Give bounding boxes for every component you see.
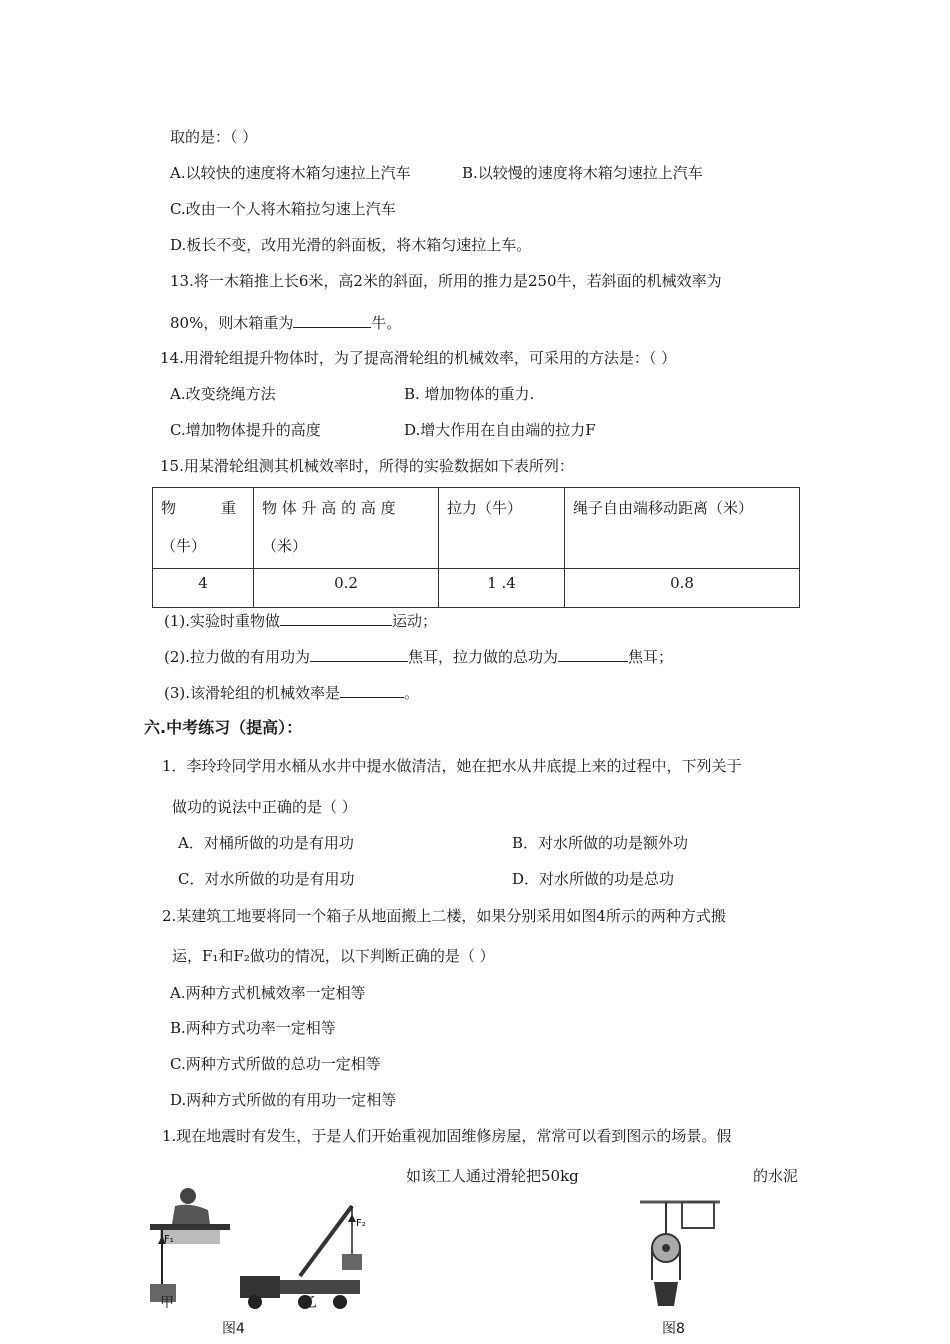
p1-option-b: B．对水所做的功是额外功	[512, 834, 689, 852]
figure-4-label-jia: 甲	[160, 1295, 174, 1311]
worker-figure	[682, 1202, 714, 1228]
truck-cab	[240, 1276, 280, 1298]
table-cell: 4	[153, 569, 254, 608]
answer-blank	[280, 611, 392, 626]
figure-8-caption: 图8	[662, 1321, 685, 1337]
box-b	[342, 1254, 362, 1270]
q12-option-a: A.以较快的速度将木箱匀速拉上汽车	[170, 164, 411, 182]
f1-label: F₁	[164, 1234, 174, 1245]
figure-8-illustration	[630, 1190, 730, 1310]
p2-option-a: A.两种方式机械效率一定相等	[170, 984, 366, 1002]
p1-option-c: C．对水所做的功是有用功	[178, 870, 355, 888]
section-title: 六.中考练习（提高）：	[144, 718, 303, 737]
q15-sub2-text: (2).拉力做的有用功为	[164, 648, 311, 666]
table-cell: 0.2	[254, 569, 439, 608]
p2-option-d: D.两种方式所做的有用功一定相等	[170, 1091, 397, 1109]
q14-option-a: A.改变绕绳方法	[170, 385, 276, 403]
header-height-line1: 物 体 升 高 的 高 度	[262, 499, 396, 517]
q15-sub3	[164, 683, 419, 703]
q15-sub2-tail: 焦耳；	[628, 648, 674, 666]
q12-option-b: B.以较慢的速度将木箱匀速拉上汽车	[462, 164, 703, 182]
q13-line2-text: 80%，则木箱重为	[170, 314, 294, 332]
header-rope-distance: 绳子自由端移动距离（米）	[573, 499, 754, 517]
q15-sub1-tail: 运动；	[392, 612, 438, 630]
figure-4-caption: 图4	[222, 1321, 245, 1337]
p2-option-c: C.两种方式所做的总功一定相等	[170, 1055, 381, 1073]
answer-blank	[558, 647, 628, 662]
cement-bucket	[654, 1282, 678, 1306]
table-cell: 0.8	[565, 569, 800, 608]
q15-sub3-text: (3).该滑轮组的机械效率是	[164, 684, 341, 702]
pulley-axle	[662, 1244, 670, 1252]
figure-4-label-yi: 乙	[303, 1295, 317, 1311]
table-header-cell	[439, 488, 565, 569]
table-header-row	[153, 488, 800, 569]
f2-arrow	[348, 1214, 356, 1222]
table-header-cell	[565, 488, 800, 569]
q14-stem: 14.用滑轮组提升物体时，为了提高滑轮组的机械效率，可采用的方法是：（ ）	[160, 349, 677, 367]
p2-line1: 2.某建筑工地要将同一个箱子从地面搬上二楼，如果分别采用如图4所示的两种方式搬	[162, 907, 726, 925]
q14-option-c: C.增加物体提升的高度	[170, 421, 321, 439]
q13-line2	[170, 313, 401, 333]
p2-option-b: B.两种方式功率一定相等	[170, 1019, 336, 1037]
p3-line2-b: 的水泥	[753, 1167, 799, 1185]
q13-unit: 牛。	[371, 314, 402, 332]
table-header-cell	[254, 488, 439, 569]
q12-option-d: D.板长不变，改用光滑的斜面板，将木箱匀速拉上车。	[170, 236, 532, 254]
p3-line1: 1.现在地震时有发生，于是人们开始重视加固维修房屋，常常可以看到图示的场景。假	[162, 1127, 732, 1145]
q15-sub3-tail: 。	[404, 684, 420, 702]
q14-option-d: D.增大作用在自由端的拉力F	[404, 421, 596, 439]
header-weight-line1: 物 重	[161, 499, 237, 517]
q15-stem: 15.用某滑轮组测其机械效率时，所得的实验数据如下表所列：	[160, 457, 574, 475]
experiment-data-table	[152, 487, 800, 608]
q13-line1: 13.将一木箱推上长6米，高2米的斜面，所用的推力是250牛，若斜面的机械效率为	[170, 272, 722, 290]
q15-sub1	[164, 611, 437, 631]
truck-bed	[280, 1280, 360, 1294]
wheel	[333, 1295, 347, 1309]
q15-sub2-mid: 焦耳，拉力做的总功为	[408, 648, 559, 666]
table-header-cell	[153, 488, 254, 569]
header-force: 拉力（牛）	[447, 499, 523, 517]
worker-body	[172, 1205, 210, 1224]
q15-sub1-text: (1).实验时重物做	[164, 612, 281, 630]
floor-beam	[150, 1224, 230, 1230]
p1-option-d: D．对水所做的功是总功	[512, 870, 675, 888]
p3-line2-a: 如该工人通过滑轮把50kg	[406, 1167, 579, 1185]
p1-line2: 做功的说法中正确的是（ ）	[172, 798, 357, 816]
q14-option-b: B. 增加物体的重力.	[404, 385, 535, 403]
q12-stem-tail: 取的是：（ ）	[170, 128, 258, 146]
q12-option-c: C.改由一个人将木箱拉匀速上汽车	[170, 200, 396, 218]
answer-blank	[310, 647, 408, 662]
table-row	[153, 569, 800, 608]
figure-4-illustration	[140, 1184, 380, 1314]
answer-blank	[293, 313, 371, 328]
f2-label: F₂	[356, 1218, 366, 1229]
p2-line2: 运，F₁和F₂做功的情况，以下判断正确的是（ ）	[172, 947, 495, 965]
answer-blank	[340, 683, 404, 698]
header-weight-line2: （牛）	[161, 537, 207, 555]
q15-sub2	[164, 647, 673, 667]
p1-option-a: A．对桶所做的功是有用功	[178, 834, 354, 852]
p1-line1: 1．李玲玲同学用水桶从水井中提水做清洁，她在把水从井底提上来的过程中，下列关于	[162, 757, 742, 775]
table-cell: 1 .4	[439, 569, 565, 608]
wheel	[248, 1295, 262, 1309]
worker-head	[180, 1188, 196, 1204]
header-height-line2: （米）	[262, 537, 308, 555]
